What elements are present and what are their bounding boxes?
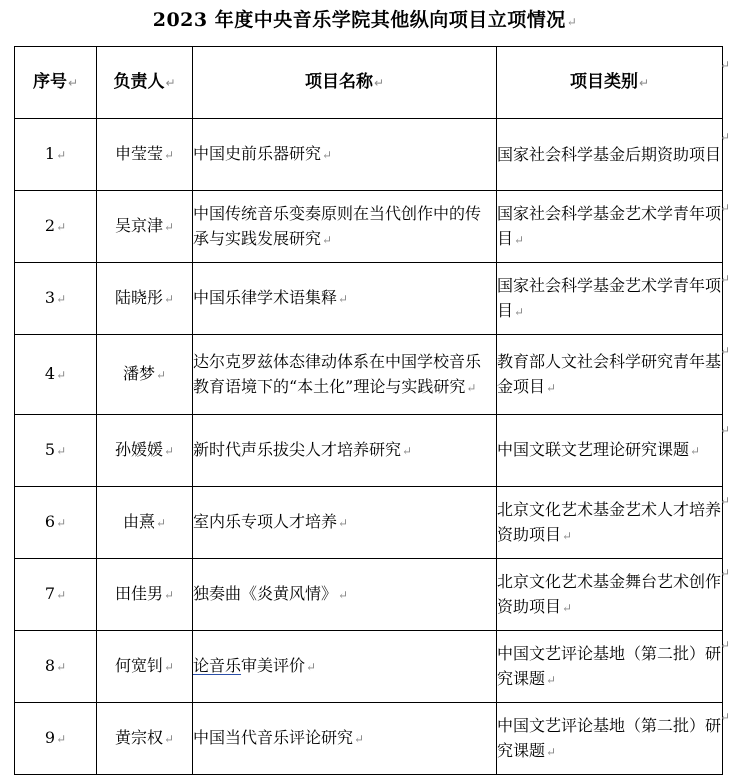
row-end-mark: ↵	[719, 344, 730, 358]
row-person: 孙媛媛↵	[97, 415, 193, 487]
row-project-name: 中国史前乐器研究↵	[193, 119, 497, 191]
row-num: 5↵	[15, 415, 97, 487]
project-name-link[interactable]: 论音乐	[193, 656, 242, 675]
row-project-name: 中国当代音乐评论研究↵	[193, 703, 497, 775]
header-name: 项目名称↵	[193, 47, 497, 119]
row-end-mark: ↵	[719, 130, 730, 144]
header-person: 负责人↵	[97, 47, 193, 119]
row-category: 北京文化艺术基金艺术人才培养资助项目↵	[497, 487, 723, 559]
page-title: 2023 年度中央音乐学院其他纵向项目立项情况↵	[152, 9, 578, 31]
row-category: 中国文艺评论基地（第二批）研究课题↵	[497, 703, 723, 775]
table-row	[15, 263, 723, 335]
row-project-name: 达尔克罗兹体态律动体系在中国学校音乐教育语境下的“本土化”理论与实践研究↵	[193, 335, 497, 415]
row-end-mark: ↵	[719, 58, 730, 72]
row-num: 2↵	[15, 191, 97, 263]
table-row	[15, 415, 723, 487]
row-project-name: 中国乐律学术语集释↵	[193, 263, 497, 335]
row-person: 潘梦↵	[97, 335, 193, 415]
table-row	[15, 191, 723, 263]
row-end-mark: ↵	[719, 710, 730, 724]
row-end-mark: ↵	[719, 272, 730, 286]
row-person: 何宽钊↵	[97, 631, 193, 703]
header-category: 项目类别↵	[497, 47, 723, 119]
row-category: 北京文化艺术基金舞台艺术创作资助项目↵	[497, 559, 723, 631]
table-header-row	[15, 47, 723, 119]
table-row	[15, 119, 723, 191]
row-person: 黄宗权↵	[97, 703, 193, 775]
row-person: 田佳男↵	[97, 559, 193, 631]
row-project-name: 独奏曲《炎黄风情》↵	[193, 559, 497, 631]
table-row	[15, 559, 723, 631]
row-end-mark: ↵	[719, 201, 730, 215]
row-person: 吴京津↵	[97, 191, 193, 263]
row-category: 中国文艺评论基地（第二批）研究课题↵	[497, 631, 723, 703]
row-project-name: 中国传统音乐变奏原则在当代创作中的传承与实践发展研究↵	[193, 191, 497, 263]
row-project-name: 室内乐专项人才培养↵	[193, 487, 497, 559]
row-num: 8↵	[15, 631, 97, 703]
row-num: 4↵	[15, 335, 97, 415]
row-category: 中国文联文艺理论研究课题↵	[497, 415, 723, 487]
row-person: 申莹莹↵	[97, 119, 193, 191]
table-row	[15, 335, 723, 415]
row-num: 9↵	[15, 703, 97, 775]
header-num: 序号↵	[15, 47, 97, 119]
row-num: 7↵	[15, 559, 97, 631]
table-row	[15, 631, 723, 703]
row-num: 1↵	[15, 119, 97, 191]
row-category: 国家社会科学基金后期资助项目	[497, 119, 723, 191]
row-person: 由熹↵	[97, 487, 193, 559]
table-row	[15, 703, 723, 775]
row-category: 教育部人文社会科学研究青年基金项目↵	[497, 335, 723, 415]
row-category: 国家社会科学基金艺术学青年项目↵	[497, 263, 723, 335]
projects-table	[14, 46, 723, 775]
row-end-mark: ↵	[719, 494, 730, 508]
row-num: 6↵	[15, 487, 97, 559]
row-end-mark: ↵	[719, 423, 730, 437]
row-project-name: 新时代声乐拔尖人才培养研究↵	[193, 415, 497, 487]
row-category: 国家社会科学基金艺术学青年项目↵	[497, 191, 723, 263]
row-end-mark: ↵	[719, 566, 730, 580]
row-num: 3↵	[15, 263, 97, 335]
table-row	[15, 487, 723, 559]
row-project-name: 论音乐审美评价↵	[193, 631, 497, 703]
row-end-mark: ↵	[719, 638, 730, 652]
row-person: 陆晓彤↵	[97, 263, 193, 335]
